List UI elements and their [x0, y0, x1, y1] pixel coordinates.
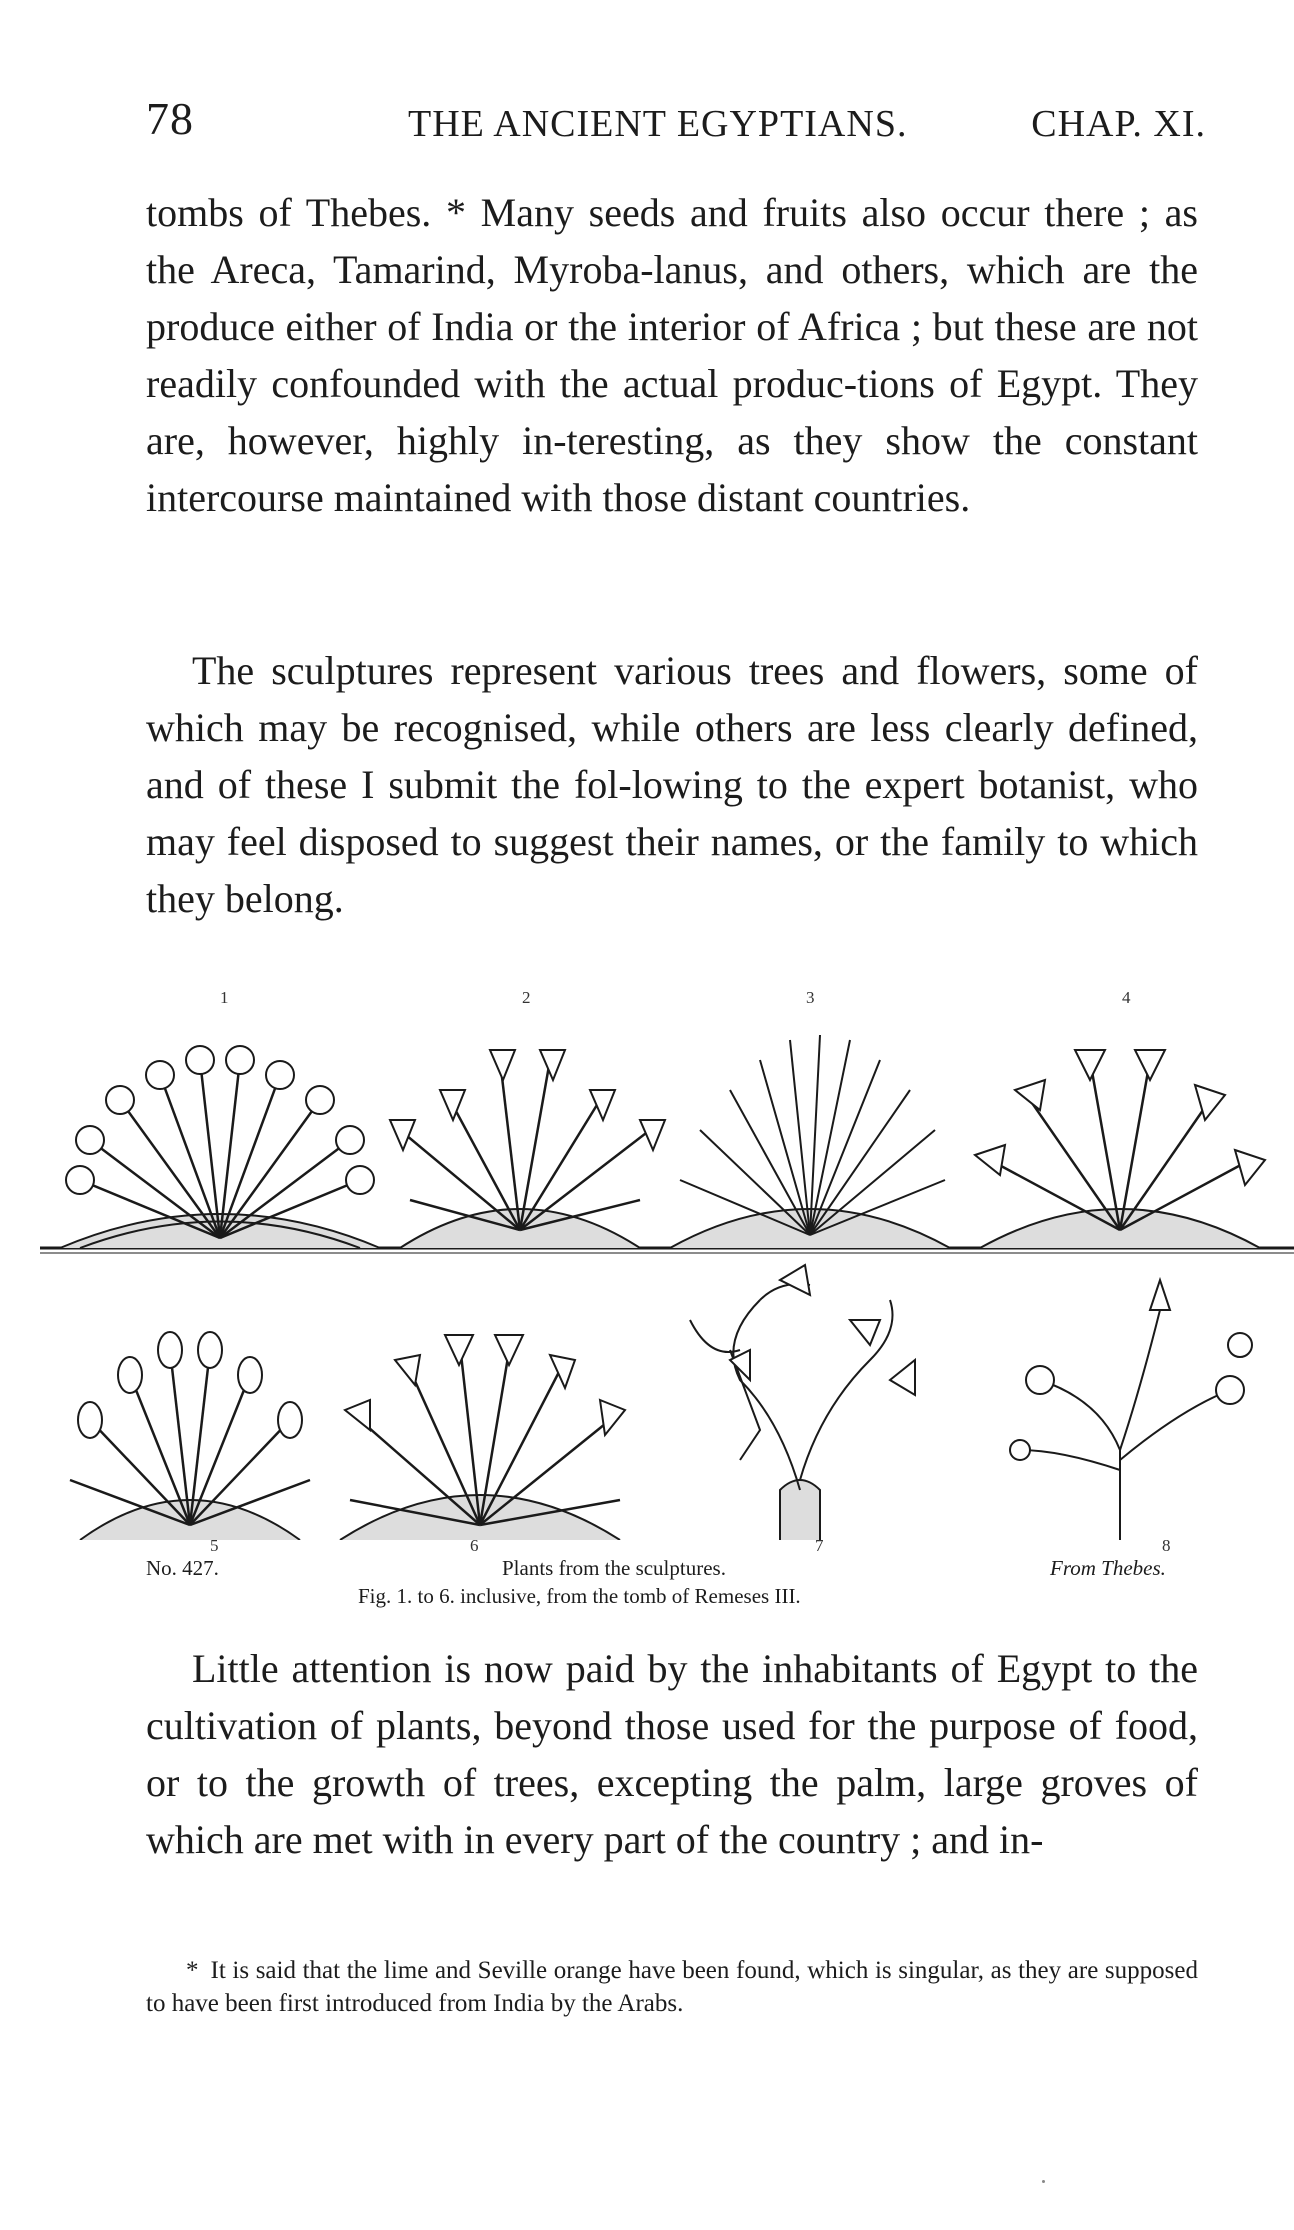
running-header	[146, 92, 1206, 148]
figure-number-3: 3	[806, 988, 815, 1007]
figure-number-4: 4	[1122, 988, 1131, 1007]
figure-caption: Plants from the sculptures.	[502, 1556, 726, 1580]
footnote-marker: *	[186, 1957, 199, 1984]
footnote	[146, 1954, 1198, 2020]
page-number: 78	[146, 93, 194, 144]
figure-subcaption: Fig. 1. to 6. inclusive, from the tomb of Remeses III.	[358, 1584, 801, 1608]
plant-4-illustration	[975, 1050, 1265, 1248]
figure-number-1: 1	[220, 988, 229, 1007]
plant-5-illustration	[70, 1332, 310, 1540]
plant-figure	[40, 980, 1294, 1608]
figure-number-8: 8	[1162, 1536, 1171, 1555]
figure-number-2: 2	[522, 988, 531, 1007]
plant-2-illustration	[390, 1050, 665, 1248]
plant-8-illustration	[1010, 1280, 1252, 1540]
footnote-text: It is said that the lime and Seville orange have been found, which is singular, as they are supposed to have been first introduced from India by the Arabs.	[146, 1957, 1198, 2017]
running-title: THE ANCIENT EGYPTIANS.	[408, 103, 908, 145]
plant-3-illustration	[670, 1035, 950, 1248]
plant-7-illustration	[690, 1265, 915, 1540]
figure-label: No. 427.	[146, 1556, 219, 1580]
plant-illustrations	[40, 980, 1294, 1540]
figure-number-6: 6	[470, 1536, 479, 1555]
figure-number-5: 5	[210, 1536, 219, 1555]
page-speck	[1042, 2180, 1045, 2183]
chapter-label: CHAP. XI.	[1031, 103, 1206, 145]
plant-6-illustration	[340, 1335, 625, 1540]
paragraph-3: Little attention is now paid by the inhabitants of Egypt to the cultivation of plants, beyond those used for the purpose of food, or to the growth of trees, excepting the palm, large groves of which are met with in every part of the country ; and in-	[146, 1646, 1198, 1862]
paragraph-1: tombs of Thebes. * Many seeds and fruits also occur there ; as the Areca, Tamarind, Myroba-lanus, and others, which are the produce either of India or the interior of Africa ; but these are not readily confounded with the actual produc-tions of Egypt. They are, however, highly in-teresting, as they show the constant intercourse maintained with those distant countries.	[146, 190, 1198, 520]
figure-source: From Thebes.	[1050, 1556, 1166, 1580]
paragraph-2: The sculptures represent various trees and flowers, some of which may be recognised, while others are less clearly defined, and of these I submit the fol-lowing to the expert botanist, who may feel disposed to suggest their names, or the family to which they belong.	[146, 648, 1198, 921]
figure-number-7: 7	[815, 1536, 824, 1555]
plant-1-illustration	[60, 1046, 380, 1248]
